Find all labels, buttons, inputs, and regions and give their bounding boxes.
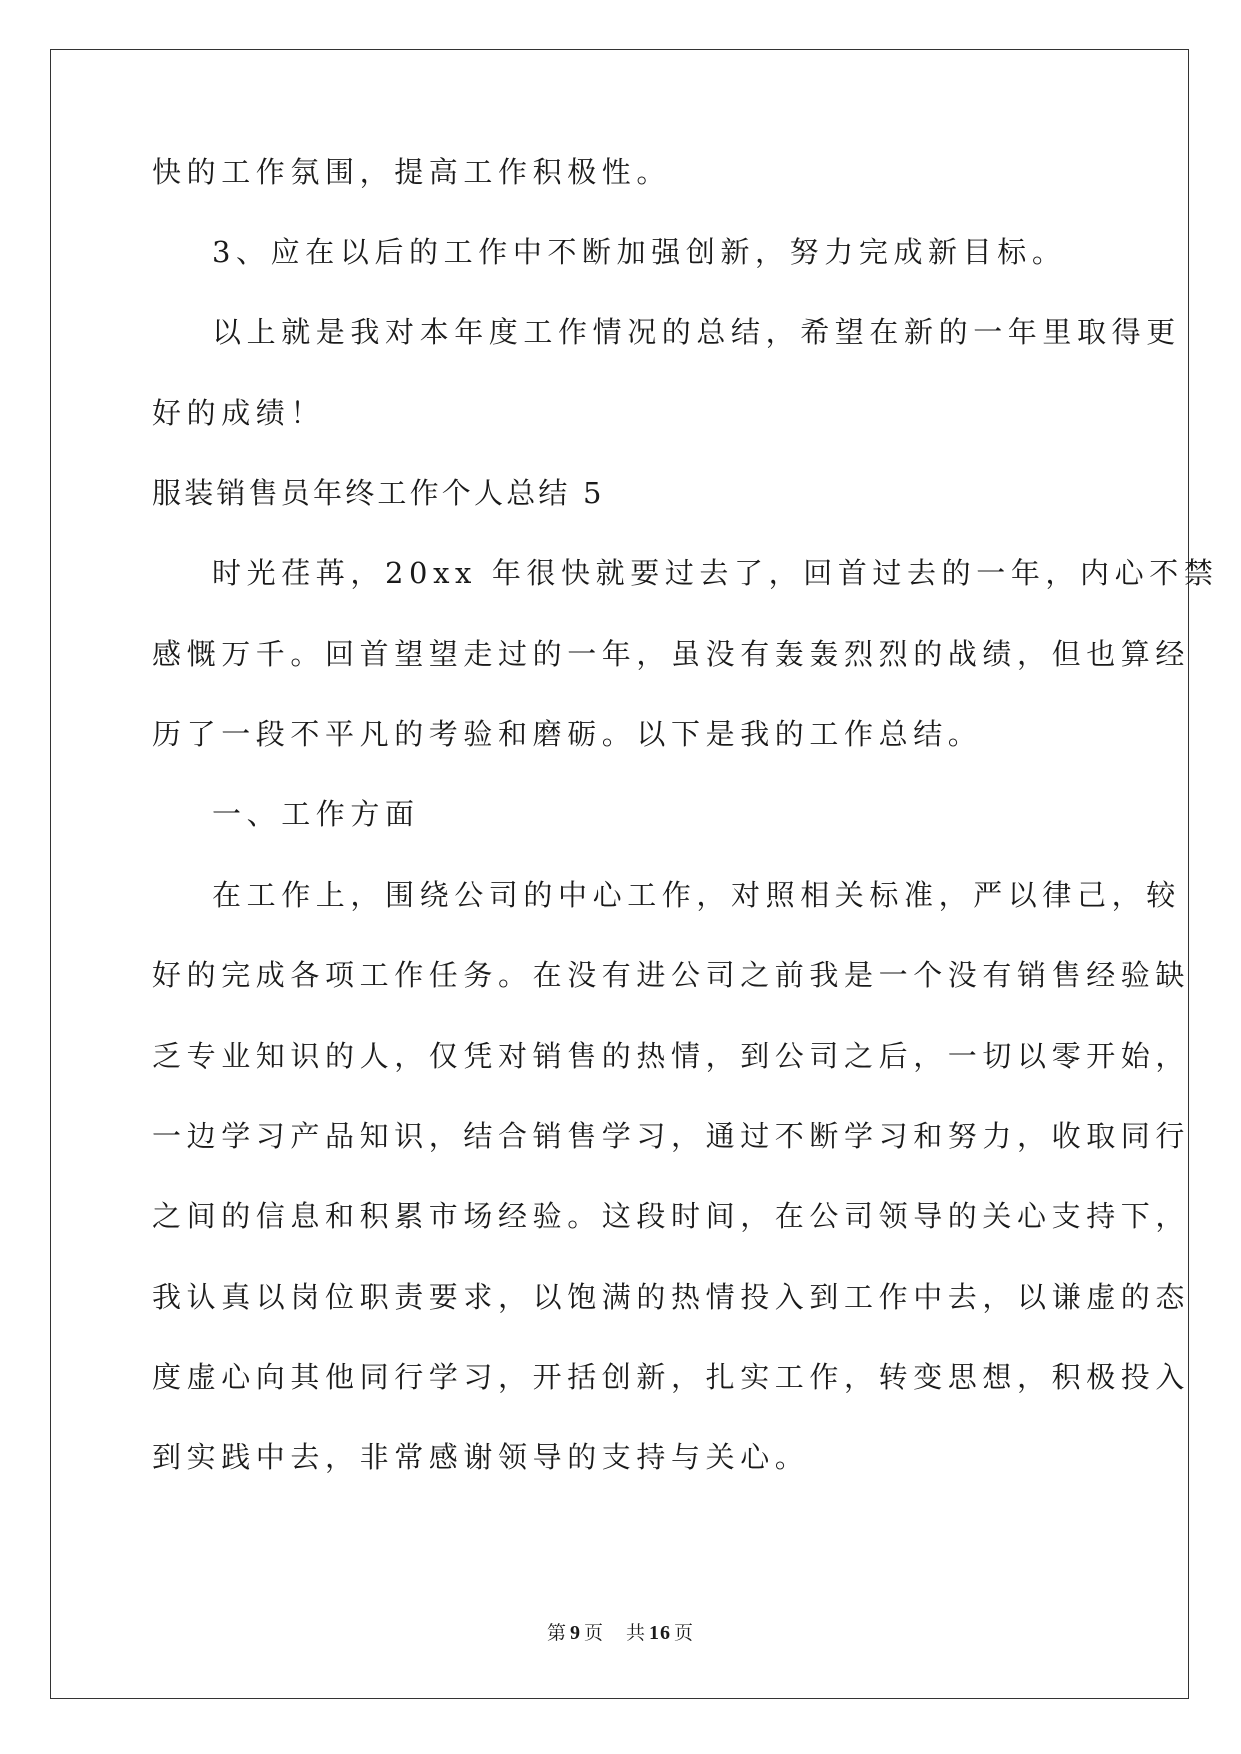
subsection-heading: 一、工作方面 (212, 797, 420, 831)
text-line-4: 好的成绩！ (152, 396, 326, 430)
text-line-13: 一边学习产品知识，结合销售学习，通过不断学习和努力，收取同行 (152, 1119, 1191, 1153)
footer-total-pages: 16 (649, 1622, 672, 1644)
footer-page-suffix: 页 (583, 1622, 604, 1644)
text-line-8: 历了一段不平凡的考验和磨砺。以下是我的工作总结。 (152, 717, 983, 751)
text-line-15: 我认真以岗位职责要求，以饱满的热情投入到工作中去，以谦虚的态 (152, 1280, 1191, 1314)
footer-total-prefix: 共 (626, 1622, 647, 1644)
text-line-17: 到实践中去，非常感谢领导的支持与关心。 (152, 1440, 810, 1474)
footer-page-prefix: 第 (546, 1622, 567, 1644)
page-footer (0, 1618, 1241, 1645)
text-line-7: 感慨万千。回首望望走过的一年，虽没有轰轰烈烈的战绩，但也算经 (152, 637, 1191, 671)
text-line-10: 在工作上，围绕公司的中心工作，对照相关标准，严以律己，较 (212, 878, 1181, 912)
text-line-12: 乏专业知识的人，仅凭对销售的热情，到公司之后，一切以零开始， (152, 1039, 1191, 1073)
text-line-2: 3、应在以后的工作中不断加强创新，努力完成新目标。 (212, 235, 1067, 269)
text-line-1: 快的工作氛围，提高工作积极性。 (152, 155, 672, 189)
text-line-11: 好的完成各项工作任务。在没有进公司之前我是一个没有销售经验缺 (152, 958, 1191, 992)
text-line-6: 时光荏苒，20xx 年很快就要过去了，回首过去的一年，内心不禁 (212, 556, 1219, 590)
footer-page-number: 9 (569, 1622, 581, 1644)
footer-total-suffix: 页 (674, 1622, 695, 1644)
text-line-16: 度虚心向其他同行学习，开括创新，扎实工作，转变思想，积极投入 (152, 1360, 1191, 1394)
section-heading: 服装销售员年终工作个人总结 5 (152, 476, 605, 510)
text-line-3: 以上就是我对本年度工作情况的总结，希望在新的一年里取得更 (212, 315, 1181, 349)
text-line-14: 之间的信息和积累市场经验。这段时间，在公司领导的关心支持下， (152, 1199, 1191, 1233)
